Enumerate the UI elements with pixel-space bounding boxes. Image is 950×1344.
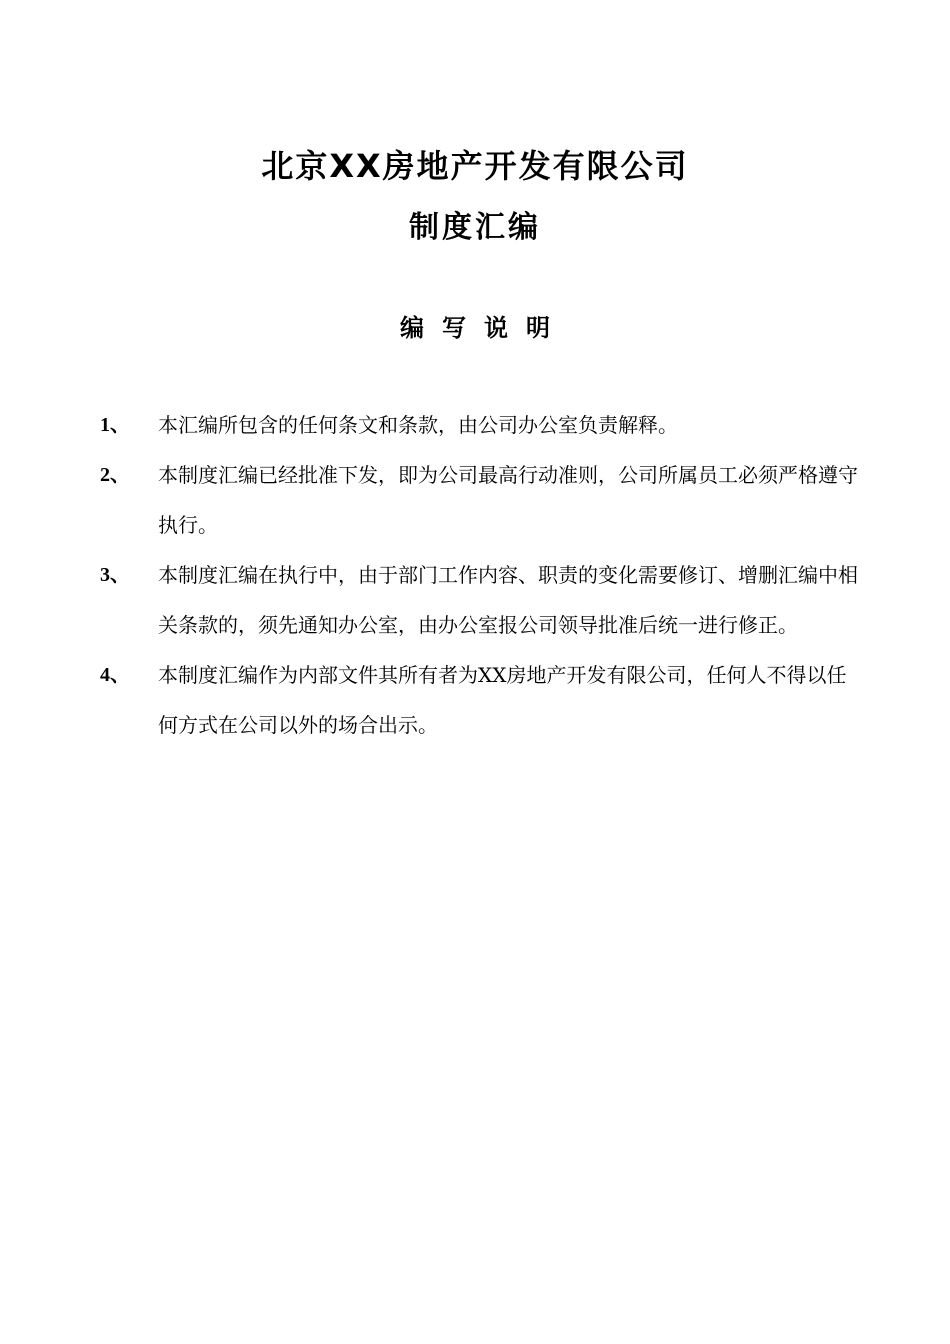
item-number: 3、 [100,564,130,586]
item-number: 2、 [100,464,130,486]
list-item [100,550,860,650]
notes-list [100,400,860,750]
list-item [100,650,860,750]
item-text: 本汇编所包含的任何条文和条款，由公司办公室负责解释。 [158,413,678,437]
item-number: 4、 [100,664,130,686]
item-text: 本制度汇编在执行中，由于部门工作内容、职责的变化需要修订、增删汇编中相关条款的，须先通知办公室，由办公室报公司领导批准后统一进行修正。 [158,563,858,637]
list-item [100,400,860,450]
item-text: 本制度汇编已经批准下发，即为公司最高行动准则，公司所属员工必须严格遵守执行。 [158,463,858,537]
document-subtitle: 制度汇编 [409,210,541,245]
section-heading: 编写说明 [400,314,568,342]
list-item [100,450,860,550]
item-text: 本制度汇编作为内部文件其所有者为XX房地产开发有限公司，任何人不得以任何方式在公司以外的场合出示。 [158,663,847,737]
company-title: 北京XX房地产开发有限公司 [261,147,689,185]
item-number: 1、 [100,414,130,436]
